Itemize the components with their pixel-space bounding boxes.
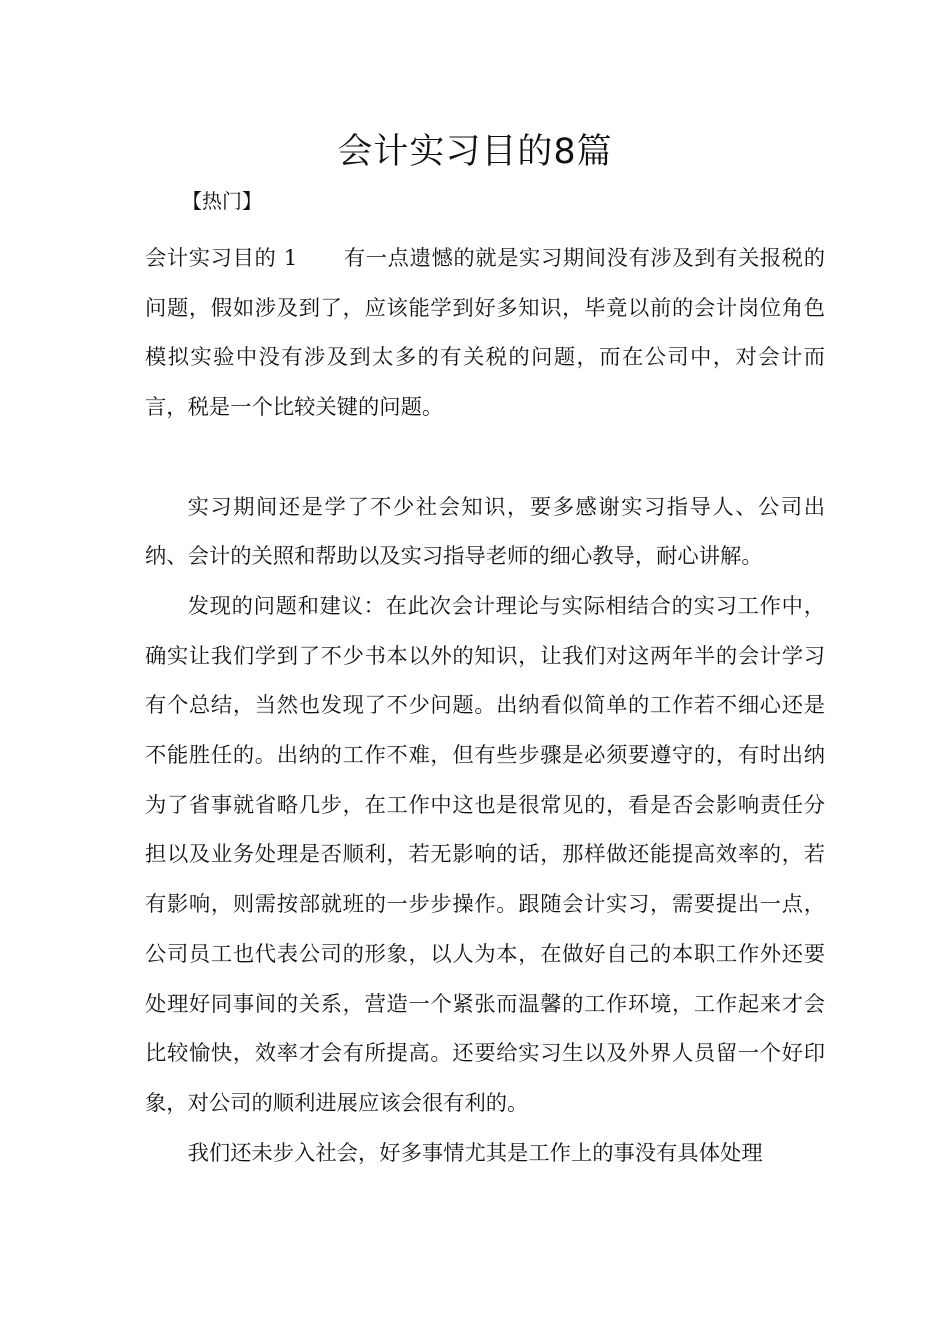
- hot-tag: 【热门】: [182, 189, 262, 213]
- paragraph-1-text: 有一点遗憾的就是实习期间没有涉及到有关报税的问题，假如涉及到了，应该能学到好多知识，毕竟以前的会计岗位角色模拟实验中没有涉及到太多的有关税的问题，而在公司中，对会计而言，税是一个比较关键的问题。: [145, 246, 825, 421]
- paragraph-2: 实习期间还是学了不少社会知识，要多感谢实习指导人、公司出纳、会计的关照和帮助以及实习指导老师的细心教导，耐心讲解。: [145, 494, 825, 570]
- paragraph-4: 我们还未步入社会，好多事情尤其是工作上的事没有具体处理: [187, 1140, 763, 1166]
- paragraph-3: 发现的问题和建议：在此次会计理论与实际相结合的实习工作中，确实让我们学到了不少书本以外的知识，让我们对这两年半的会计学习有个总结，当然也发现了不少问题。出纳看似简单的工作若不细心还是不能胜任的。出纳的工作不难，但有些步骤是必须要遵守的，有时出纳为了省事就省略几步，在工作中这也是很常见的，看是否会影响责任分担以及业务处理是否顺利，若无影响的话，那样做还能提高效率的，若有影响，则需按部就班的一步步操作。跟随会计实习，需要提出一点，公司员工也代表公司的形象，以人为本，在做好自己的本职工作外还要处理好同事间的关系，营造一个紧张而温馨的工作环境，工作起来才会比较愉快，效率才会有所提高。还要给实习生以及外界人员留一个好印象，对公司的顺利进展应该会很有利的。: [145, 593, 825, 1116]
- section-heading: 会计实习目的 1: [145, 246, 298, 271]
- document-body: [145, 234, 825, 1178]
- paragraph-1: [145, 234, 825, 433]
- document-title: 会计实习目的8篇: [337, 132, 613, 172]
